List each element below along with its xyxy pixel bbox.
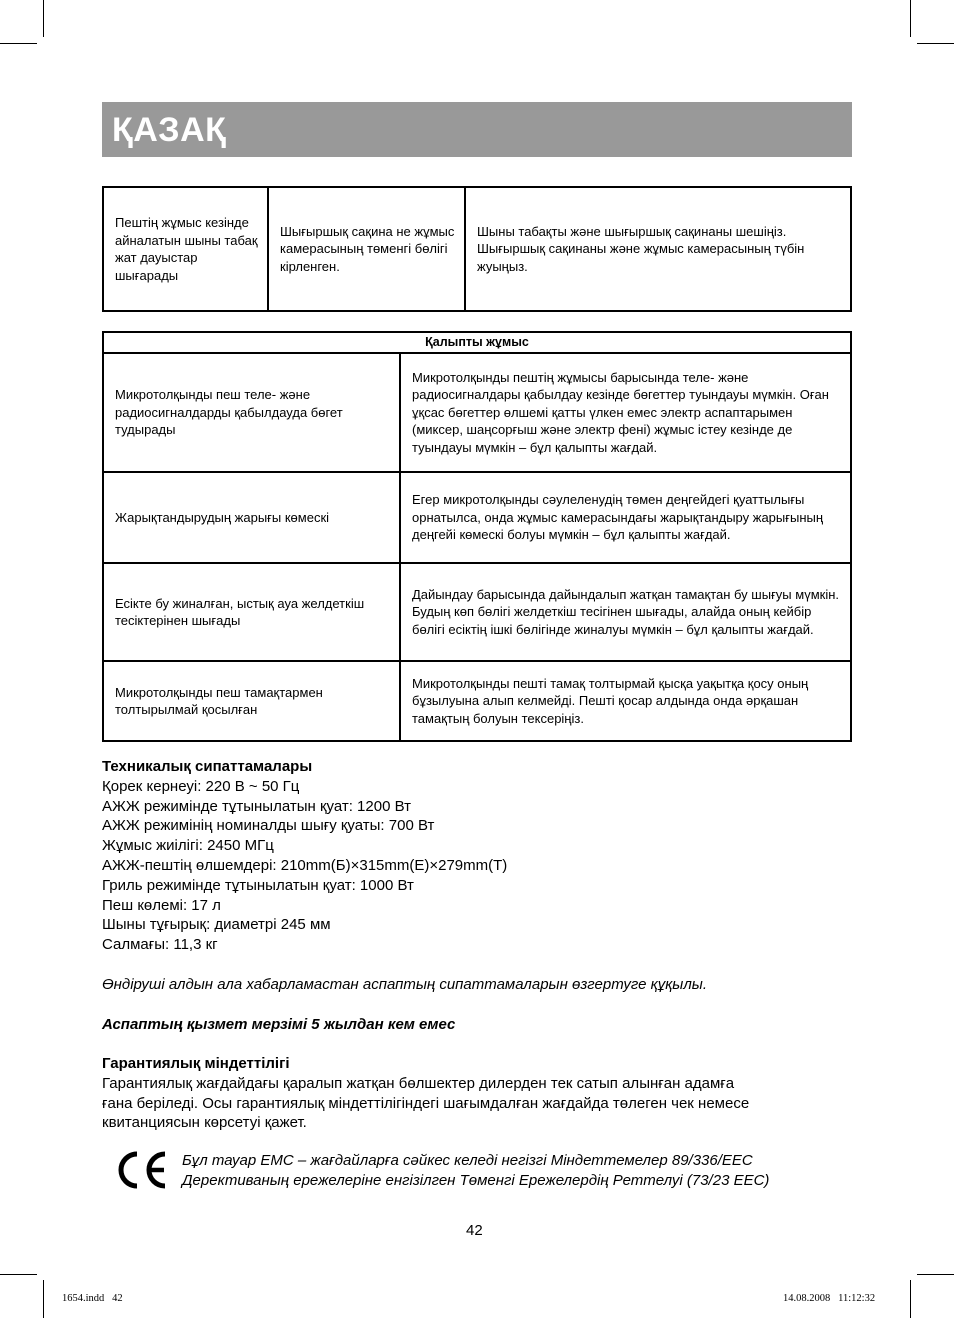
ce-line: Дерективаның ережелеріне енгізілген Төменгі Ережелердің Реттелуі (73/23 ЕЕС): [182, 1172, 770, 1189]
table-header-row: [103, 332, 851, 353]
troubleshooting-table: [102, 186, 852, 312]
spec-line: АЖЖ режимінің номиналды шығу қуаты: 700 Вт: [102, 817, 435, 835]
warranty-title: Гарантиялық міндеттілігі: [102, 1055, 290, 1072]
crop-mark: [43, 0, 44, 37]
table-row: [103, 472, 851, 563]
table-row: [103, 661, 851, 741]
warranty-block: [102, 1054, 862, 1133]
cause-cell: Шығыршық сақина не жұмыс камерасының төменгі бөлігі кірленген.: [268, 187, 465, 311]
spec-line: Гриль режимінде тұтынылатын қуат: 1000 Вт: [102, 876, 414, 894]
slug-file: 1654.indd 42: [62, 1293, 123, 1304]
spec-line: АЖЖ режимінде тұтынылатын қуат: 1200 Вт: [102, 797, 411, 815]
spec-line: АЖЖ-пештің өлшемдері: 210mm(Б)×315mm(Е)×279mm(Т): [102, 856, 508, 874]
explanation-cell: Микротолқынды пештің жұмысы барысында теле- және радиосигналдары қабылдау кезінде бөгеттер туындауы мүмкін. Оған ұқсас бөгеттер өлшемі қатты үлкен емес электр аспаптарымен (миксер, шаңсорғыш және электр фені) жұмыс істеу кезінде де туындауы мүмкін – бұл қалыпты жағдай.: [400, 353, 851, 472]
table-row: [103, 563, 851, 661]
explanation-cell: Микротолқынды пешті тамақ толтырмай қысқа уақытқа қосу оның бұзылуына алып келмейді. Пешті қосар алдында онда әрқашан тамақтың болуын тексеріңіз.: [400, 661, 851, 741]
solution-cell: Шыны табақты және шығыршық сақинаны шешіңіз. Шығыршық сақинаны және жұмыс камерасының түбін жуыңыз.: [465, 187, 851, 311]
crop-mark: [0, 43, 37, 44]
spec-line: Шыны тұғырық: диаметрі 245 мм: [102, 916, 331, 934]
spec-line: Салмағы: 11,3 кг: [102, 936, 218, 954]
table-header: Қалыпты жұмыс: [103, 332, 851, 353]
page-number: 42: [466, 1222, 483, 1239]
explanation-cell: Егер микротолқынды сәулеленудің төмен деңгейдегі қуаттылығы орнатылса, онда жұмыс камерасындағы жарықтандыру жарығының деңгейі көмескі болуы мүмкін – бұл қалыпты жағдай.: [400, 472, 851, 563]
table-row: [103, 353, 851, 472]
slug-datetime: 14.08.2008 11:12:32: [783, 1293, 876, 1304]
situation-cell: Есікте бу жиналған, ыстық ауа желдеткіш тесіктерінен шығады: [103, 563, 400, 661]
ce-compliance-text: [182, 1151, 862, 1191]
situation-cell: Жарықтандырудың жарығы көмескі: [103, 472, 400, 563]
crop-mark: [910, 1280, 911, 1318]
warranty-line: квитанциясын көрсетуі қажет.: [102, 1114, 307, 1132]
table-row: [103, 187, 851, 311]
ce-line: Бұл тауар ЕМС – жағдайларға сәйкес келеді негізгі Міндеттемелер 89/336/ЕЕС: [182, 1152, 753, 1169]
explanation-cell: Дайындау барысында дайындалып жатқан тамақтан бу шығуы мүмкін. Будың көп бөлігі желдеткіш тесігінен шығады, алайда оның кейбір бөлігі есіктің ішкі бөлігінде жиналуы мүмкін – бұл қалыпты жағдай.: [400, 563, 851, 661]
language-header: [102, 102, 852, 157]
spec-line: Жұмыс жиілігі: 2450 МГц: [102, 837, 274, 855]
crop-mark: [0, 1274, 37, 1275]
warranty-line: ғана беріледі. Осы гарантиялық міндеттілігіндегі шағымдалған жағдайда төлеген чек немесе: [102, 1094, 750, 1112]
spec-line: Пеш көлемі: 17 л: [102, 896, 221, 914]
crop-mark: [43, 1280, 44, 1318]
spec-line: Қорек кернеуі: 220 В ~ 50 Гц: [102, 777, 300, 795]
ce-mark-icon: [113, 1150, 169, 1190]
crop-mark: [917, 1274, 954, 1275]
language-title: ҚАЗАҚ: [112, 111, 227, 149]
crop-mark: [917, 43, 954, 44]
problem-cell: Пештің жұмыс кезінде айналатын шыны табақ жат дауыстар шығарады: [103, 187, 268, 311]
specs-title: Техникалық сипаттамалары: [102, 758, 313, 775]
specs-block: [102, 757, 862, 955]
warranty-line: Гарантиялық жағдайдағы қаралып жатқан бөлшектер дилерден тек сатып алынған адамға: [102, 1074, 735, 1092]
situation-cell: Микротолқынды пеш теле- және радиосигналдарды қабылдауда бөгет тудырады: [103, 353, 400, 472]
situation-cell: Микротолқынды пеш тамақтармен толтырылмай қосылған: [103, 661, 400, 741]
normal-operation-table: [102, 331, 852, 742]
crop-mark: [910, 0, 911, 37]
service-life: Аспаптың қызмет мерзімі 5 жылдан кем емес: [102, 1016, 456, 1033]
manufacturer-notice: Өндіруші алдын ала хабарламастан аспаптың сипаттамаларын өзгертуге құқылы.: [102, 976, 707, 993]
